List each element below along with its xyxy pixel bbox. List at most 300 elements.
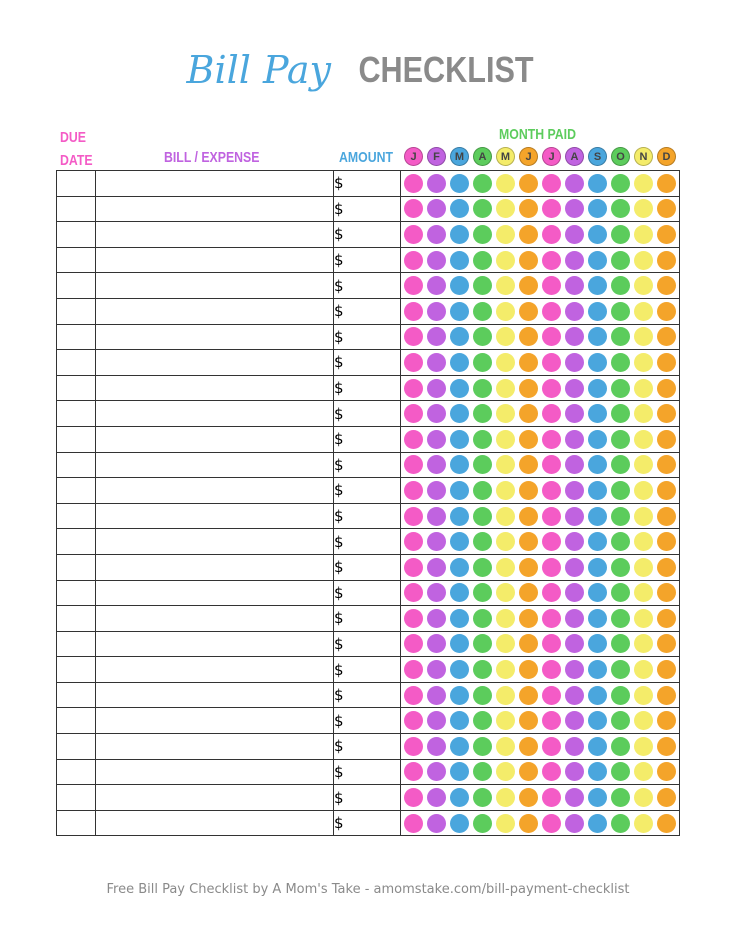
month-paid-dot[interactable] — [611, 199, 630, 218]
due-date-cell[interactable] — [57, 580, 96, 606]
month-paid-dot[interactable] — [565, 814, 584, 833]
month-paid-dot[interactable] — [473, 353, 492, 372]
month-paid-dot[interactable] — [404, 737, 423, 756]
month-paid-dot[interactable] — [588, 481, 607, 500]
month-paid-dot[interactable] — [657, 558, 676, 577]
month-paid-dot[interactable] — [427, 558, 446, 577]
month-paid-dot[interactable] — [427, 404, 446, 423]
month-paid-dot[interactable] — [588, 532, 607, 551]
month-paid-dot[interactable] — [496, 481, 515, 500]
bill-expense-cell[interactable] — [96, 298, 334, 324]
month-paid-dot[interactable] — [496, 276, 515, 295]
month-paid-dot[interactable] — [519, 788, 538, 807]
amount-cell[interactable]: $ — [334, 657, 401, 683]
month-paid-dot[interactable] — [657, 660, 676, 679]
month-paid-dot[interactable] — [565, 507, 584, 526]
month-paid-dot[interactable] — [519, 583, 538, 602]
month-paid-dot[interactable] — [404, 609, 423, 628]
month-paid-dot[interactable] — [634, 327, 653, 346]
due-date-cell[interactable] — [57, 606, 96, 632]
month-paid-dot[interactable] — [496, 302, 515, 321]
amount-cell[interactable]: $ — [334, 529, 401, 555]
month-paid-dot[interactable] — [496, 379, 515, 398]
month-paid-dot[interactable] — [542, 199, 561, 218]
month-paid-dot[interactable] — [634, 353, 653, 372]
month-paid-dot[interactable] — [542, 711, 561, 730]
month-paid-dot[interactable] — [611, 737, 630, 756]
month-paid-dot[interactable] — [542, 430, 561, 449]
month-paid-dot[interactable] — [542, 174, 561, 193]
month-paid-dot[interactable] — [634, 634, 653, 653]
month-paid-dot[interactable] — [657, 507, 676, 526]
due-date-cell[interactable] — [57, 529, 96, 555]
month-paid-dot[interactable] — [519, 302, 538, 321]
month-paid-dot[interactable] — [634, 532, 653, 551]
month-paid-dot[interactable] — [657, 762, 676, 781]
month-paid-dot[interactable] — [588, 404, 607, 423]
month-paid-dot[interactable] — [450, 430, 469, 449]
due-date-cell[interactable] — [57, 247, 96, 273]
month-paid-dot[interactable] — [427, 276, 446, 295]
amount-cell[interactable]: $ — [334, 324, 401, 350]
month-paid-dot[interactable] — [450, 404, 469, 423]
month-paid-dot[interactable] — [519, 532, 538, 551]
due-date-cell[interactable] — [57, 657, 96, 683]
month-paid-dot[interactable] — [473, 174, 492, 193]
month-paid-dot[interactable] — [657, 199, 676, 218]
month-paid-dot[interactable] — [473, 430, 492, 449]
month-paid-dot[interactable] — [404, 762, 423, 781]
month-paid-dot[interactable] — [496, 686, 515, 705]
month-paid-dot[interactable] — [542, 327, 561, 346]
month-paid-dot[interactable] — [496, 609, 515, 628]
month-paid-dot[interactable] — [542, 379, 561, 398]
month-paid-dot[interactable] — [634, 609, 653, 628]
month-paid-dot[interactable] — [565, 404, 584, 423]
month-paid-dot[interactable] — [657, 379, 676, 398]
month-paid-dot[interactable] — [611, 660, 630, 679]
month-paid-dot[interactable] — [657, 251, 676, 270]
month-paid-dot[interactable] — [450, 788, 469, 807]
month-paid-dot[interactable] — [427, 762, 446, 781]
month-paid-dot[interactable] — [657, 609, 676, 628]
month-paid-dot[interactable] — [657, 353, 676, 372]
month-paid-dot[interactable] — [519, 814, 538, 833]
bill-expense-cell[interactable] — [96, 810, 334, 836]
month-paid-dot[interactable] — [657, 430, 676, 449]
month-paid-dot[interactable] — [450, 558, 469, 577]
month-paid-dot[interactable] — [519, 225, 538, 244]
month-paid-dot[interactable] — [588, 302, 607, 321]
month-paid-dot[interactable] — [611, 558, 630, 577]
month-paid-dot[interactable] — [611, 327, 630, 346]
month-paid-dot[interactable] — [565, 609, 584, 628]
month-paid-dot[interactable] — [611, 225, 630, 244]
month-paid-dot[interactable] — [450, 327, 469, 346]
month-paid-dot[interactable] — [450, 199, 469, 218]
month-paid-dot[interactable] — [404, 276, 423, 295]
due-date-cell[interactable] — [57, 350, 96, 376]
month-paid-dot[interactable] — [565, 532, 584, 551]
month-paid-dot[interactable] — [450, 660, 469, 679]
month-paid-dot[interactable] — [634, 660, 653, 679]
due-date-cell[interactable] — [57, 375, 96, 401]
amount-cell[interactable]: $ — [334, 375, 401, 401]
due-date-cell[interactable] — [57, 273, 96, 299]
month-paid-dot[interactable] — [473, 379, 492, 398]
month-paid-dot[interactable] — [634, 814, 653, 833]
due-date-cell[interactable] — [57, 810, 96, 836]
month-paid-dot[interactable] — [473, 199, 492, 218]
month-paid-dot[interactable] — [496, 737, 515, 756]
month-paid-dot[interactable] — [519, 430, 538, 449]
due-date-cell[interactable] — [57, 478, 96, 504]
month-paid-dot[interactable] — [496, 404, 515, 423]
month-paid-dot[interactable] — [473, 225, 492, 244]
month-paid-dot[interactable] — [427, 814, 446, 833]
month-paid-dot[interactable] — [496, 507, 515, 526]
month-paid-dot[interactable] — [588, 737, 607, 756]
month-paid-dot[interactable] — [404, 532, 423, 551]
month-paid-dot[interactable] — [588, 814, 607, 833]
month-paid-dot[interactable] — [542, 660, 561, 679]
month-paid-dot[interactable] — [588, 507, 607, 526]
due-date-cell[interactable] — [57, 298, 96, 324]
month-paid-dot[interactable] — [634, 455, 653, 474]
month-paid-dot[interactable] — [611, 404, 630, 423]
month-paid-dot[interactable] — [611, 302, 630, 321]
month-paid-dot[interactable] — [565, 583, 584, 602]
month-paid-dot[interactable] — [634, 302, 653, 321]
month-paid-dot[interactable] — [496, 199, 515, 218]
month-paid-dot[interactable] — [404, 302, 423, 321]
month-paid-dot[interactable] — [450, 276, 469, 295]
month-paid-dot[interactable] — [404, 711, 423, 730]
due-date-cell[interactable] — [57, 401, 96, 427]
month-paid-dot[interactable] — [542, 634, 561, 653]
month-paid-dot[interactable] — [427, 455, 446, 474]
month-paid-dot[interactable] — [450, 174, 469, 193]
bill-expense-cell[interactable] — [96, 631, 334, 657]
month-paid-dot[interactable] — [404, 814, 423, 833]
bill-expense-cell[interactable] — [96, 657, 334, 683]
month-paid-dot[interactable] — [519, 353, 538, 372]
due-date-cell[interactable] — [57, 426, 96, 452]
month-paid-dot[interactable] — [404, 558, 423, 577]
month-paid-dot[interactable] — [588, 788, 607, 807]
month-paid-dot[interactable] — [565, 327, 584, 346]
month-paid-dot[interactable] — [588, 558, 607, 577]
month-paid-dot[interactable] — [657, 583, 676, 602]
amount-cell[interactable]: $ — [334, 171, 401, 197]
month-paid-dot[interactable] — [657, 276, 676, 295]
month-paid-dot[interactable] — [542, 762, 561, 781]
month-paid-dot[interactable] — [657, 814, 676, 833]
amount-cell[interactable]: $ — [334, 631, 401, 657]
month-paid-dot[interactable] — [473, 251, 492, 270]
month-paid-dot[interactable] — [611, 455, 630, 474]
bill-expense-cell[interactable] — [96, 350, 334, 376]
due-date-cell[interactable] — [57, 452, 96, 478]
month-paid-dot[interactable] — [450, 737, 469, 756]
month-paid-dot[interactable] — [427, 430, 446, 449]
amount-cell[interactable]: $ — [334, 708, 401, 734]
bill-expense-cell[interactable] — [96, 529, 334, 555]
month-paid-dot[interactable] — [473, 327, 492, 346]
month-paid-dot[interactable] — [634, 251, 653, 270]
month-paid-dot[interactable] — [496, 251, 515, 270]
month-paid-dot[interactable] — [404, 379, 423, 398]
month-paid-dot[interactable] — [404, 583, 423, 602]
month-paid-dot[interactable] — [634, 762, 653, 781]
due-date-cell[interactable] — [57, 171, 96, 197]
bill-expense-cell[interactable] — [96, 375, 334, 401]
due-date-cell[interactable] — [57, 554, 96, 580]
month-paid-dot[interactable] — [657, 327, 676, 346]
month-paid-dot[interactable] — [450, 507, 469, 526]
due-date-cell[interactable] — [57, 734, 96, 760]
month-paid-dot[interactable] — [427, 327, 446, 346]
bill-expense-cell[interactable] — [96, 247, 334, 273]
month-paid-dot[interactable] — [611, 353, 630, 372]
month-paid-dot[interactable] — [450, 762, 469, 781]
month-paid-dot[interactable] — [427, 532, 446, 551]
month-paid-dot[interactable] — [657, 404, 676, 423]
month-paid-dot[interactable] — [634, 174, 653, 193]
month-paid-dot[interactable] — [519, 199, 538, 218]
month-paid-dot[interactable] — [427, 302, 446, 321]
month-paid-dot[interactable] — [565, 302, 584, 321]
month-paid-dot[interactable] — [542, 276, 561, 295]
month-paid-dot[interactable] — [496, 711, 515, 730]
month-paid-dot[interactable] — [565, 762, 584, 781]
month-paid-dot[interactable] — [496, 455, 515, 474]
month-paid-dot[interactable] — [404, 251, 423, 270]
month-paid-dot[interactable] — [542, 583, 561, 602]
month-paid-dot[interactable] — [565, 481, 584, 500]
month-paid-dot[interactable] — [473, 634, 492, 653]
month-paid-dot[interactable] — [473, 455, 492, 474]
month-paid-dot[interactable] — [565, 455, 584, 474]
month-paid-dot[interactable] — [519, 379, 538, 398]
month-paid-dot[interactable] — [657, 737, 676, 756]
month-paid-dot[interactable] — [427, 225, 446, 244]
month-paid-dot[interactable] — [657, 634, 676, 653]
amount-cell[interactable]: $ — [334, 452, 401, 478]
month-paid-dot[interactable] — [542, 558, 561, 577]
amount-cell[interactable]: $ — [334, 247, 401, 273]
month-paid-dot[interactable] — [634, 404, 653, 423]
bill-expense-cell[interactable] — [96, 734, 334, 760]
month-paid-dot[interactable] — [473, 404, 492, 423]
month-paid-dot[interactable] — [496, 532, 515, 551]
bill-expense-cell[interactable] — [96, 785, 334, 811]
month-paid-dot[interactable] — [588, 430, 607, 449]
bill-expense-cell[interactable] — [96, 273, 334, 299]
amount-cell[interactable]: $ — [334, 810, 401, 836]
bill-expense-cell[interactable] — [96, 478, 334, 504]
month-paid-dot[interactable] — [473, 711, 492, 730]
month-paid-dot[interactable] — [611, 609, 630, 628]
bill-expense-cell[interactable] — [96, 426, 334, 452]
bill-expense-cell[interactable] — [96, 401, 334, 427]
month-paid-dot[interactable] — [473, 302, 492, 321]
month-paid-dot[interactable] — [427, 507, 446, 526]
month-paid-dot[interactable] — [542, 481, 561, 500]
month-paid-dot[interactable] — [634, 583, 653, 602]
month-paid-dot[interactable] — [404, 686, 423, 705]
month-paid-dot[interactable] — [588, 251, 607, 270]
month-paid-dot[interactable] — [496, 430, 515, 449]
month-paid-dot[interactable] — [496, 583, 515, 602]
month-paid-dot[interactable] — [588, 583, 607, 602]
month-paid-dot[interactable] — [473, 660, 492, 679]
bill-expense-cell[interactable] — [96, 606, 334, 632]
due-date-cell[interactable] — [57, 324, 96, 350]
bill-expense-cell[interactable] — [96, 708, 334, 734]
month-paid-dot[interactable] — [634, 558, 653, 577]
month-paid-dot[interactable] — [450, 481, 469, 500]
month-paid-dot[interactable] — [588, 225, 607, 244]
month-paid-dot[interactable] — [450, 379, 469, 398]
month-paid-dot[interactable] — [565, 199, 584, 218]
month-paid-dot[interactable] — [611, 711, 630, 730]
month-paid-dot[interactable] — [611, 814, 630, 833]
month-paid-dot[interactable] — [519, 481, 538, 500]
month-paid-dot[interactable] — [611, 430, 630, 449]
month-paid-dot[interactable] — [404, 199, 423, 218]
bill-expense-cell[interactable] — [96, 554, 334, 580]
due-date-cell[interactable] — [57, 503, 96, 529]
month-paid-dot[interactable] — [450, 455, 469, 474]
month-paid-dot[interactable] — [473, 737, 492, 756]
month-paid-dot[interactable] — [496, 174, 515, 193]
month-paid-dot[interactable] — [634, 481, 653, 500]
amount-cell[interactable]: $ — [334, 273, 401, 299]
month-paid-dot[interactable] — [565, 711, 584, 730]
month-paid-dot[interactable] — [404, 404, 423, 423]
month-paid-dot[interactable] — [404, 353, 423, 372]
month-paid-dot[interactable] — [634, 507, 653, 526]
month-paid-dot[interactable] — [496, 788, 515, 807]
month-paid-dot[interactable] — [588, 379, 607, 398]
month-paid-dot[interactable] — [496, 225, 515, 244]
month-paid-dot[interactable] — [427, 251, 446, 270]
month-paid-dot[interactable] — [542, 609, 561, 628]
bill-expense-cell[interactable] — [96, 682, 334, 708]
month-paid-dot[interactable] — [565, 430, 584, 449]
month-paid-dot[interactable] — [611, 583, 630, 602]
month-paid-dot[interactable] — [634, 737, 653, 756]
amount-cell[interactable]: $ — [334, 298, 401, 324]
month-paid-dot[interactable] — [427, 660, 446, 679]
month-paid-dot[interactable] — [404, 430, 423, 449]
month-paid-dot[interactable] — [473, 558, 492, 577]
month-paid-dot[interactable] — [404, 507, 423, 526]
due-date-cell[interactable] — [57, 759, 96, 785]
month-paid-dot[interactable] — [427, 199, 446, 218]
month-paid-dot[interactable] — [496, 814, 515, 833]
month-paid-dot[interactable] — [588, 353, 607, 372]
month-paid-dot[interactable] — [542, 302, 561, 321]
month-paid-dot[interactable] — [496, 327, 515, 346]
due-date-cell[interactable] — [57, 708, 96, 734]
month-paid-dot[interactable] — [634, 788, 653, 807]
month-paid-dot[interactable] — [473, 481, 492, 500]
month-paid-dot[interactable] — [634, 276, 653, 295]
month-paid-dot[interactable] — [611, 174, 630, 193]
month-paid-dot[interactable] — [565, 276, 584, 295]
month-paid-dot[interactable] — [450, 302, 469, 321]
due-date-cell[interactable] — [57, 785, 96, 811]
month-paid-dot[interactable] — [542, 404, 561, 423]
amount-cell[interactable]: $ — [334, 682, 401, 708]
month-paid-dot[interactable] — [565, 379, 584, 398]
month-paid-dot[interactable] — [519, 404, 538, 423]
month-paid-dot[interactable] — [611, 762, 630, 781]
bill-expense-cell[interactable] — [96, 324, 334, 350]
month-paid-dot[interactable] — [542, 532, 561, 551]
month-paid-dot[interactable] — [565, 558, 584, 577]
month-paid-dot[interactable] — [588, 609, 607, 628]
month-paid-dot[interactable] — [404, 455, 423, 474]
bill-expense-cell[interactable] — [96, 452, 334, 478]
bill-expense-cell[interactable] — [96, 759, 334, 785]
month-paid-dot[interactable] — [565, 660, 584, 679]
month-paid-dot[interactable] — [450, 609, 469, 628]
month-paid-dot[interactable] — [657, 686, 676, 705]
month-paid-dot[interactable] — [657, 532, 676, 551]
month-paid-dot[interactable] — [450, 225, 469, 244]
month-paid-dot[interactable] — [588, 762, 607, 781]
month-paid-dot[interactable] — [427, 686, 446, 705]
month-paid-dot[interactable] — [519, 558, 538, 577]
month-paid-dot[interactable] — [427, 609, 446, 628]
month-paid-dot[interactable] — [519, 609, 538, 628]
amount-cell[interactable]: $ — [334, 759, 401, 785]
month-paid-dot[interactable] — [611, 507, 630, 526]
month-paid-dot[interactable] — [473, 762, 492, 781]
month-paid-dot[interactable] — [450, 634, 469, 653]
month-paid-dot[interactable] — [427, 353, 446, 372]
month-paid-dot[interactable] — [519, 174, 538, 193]
month-paid-dot[interactable] — [611, 532, 630, 551]
month-paid-dot[interactable] — [427, 481, 446, 500]
month-paid-dot[interactable] — [496, 762, 515, 781]
month-paid-dot[interactable] — [565, 353, 584, 372]
month-paid-dot[interactable] — [519, 660, 538, 679]
bill-expense-cell[interactable] — [96, 580, 334, 606]
month-paid-dot[interactable] — [450, 251, 469, 270]
month-paid-dot[interactable] — [450, 711, 469, 730]
month-paid-dot[interactable] — [496, 634, 515, 653]
due-date-cell[interactable] — [57, 631, 96, 657]
month-paid-dot[interactable] — [542, 814, 561, 833]
month-paid-dot[interactable] — [519, 327, 538, 346]
month-paid-dot[interactable] — [565, 634, 584, 653]
month-paid-dot[interactable] — [588, 276, 607, 295]
month-paid-dot[interactable] — [427, 634, 446, 653]
month-paid-dot[interactable] — [519, 762, 538, 781]
month-paid-dot[interactable] — [542, 455, 561, 474]
month-paid-dot[interactable] — [611, 481, 630, 500]
month-paid-dot[interactable] — [404, 788, 423, 807]
month-paid-dot[interactable] — [404, 225, 423, 244]
month-paid-dot[interactable] — [634, 379, 653, 398]
month-paid-dot[interactable] — [657, 225, 676, 244]
month-paid-dot[interactable] — [427, 788, 446, 807]
month-paid-dot[interactable] — [542, 507, 561, 526]
